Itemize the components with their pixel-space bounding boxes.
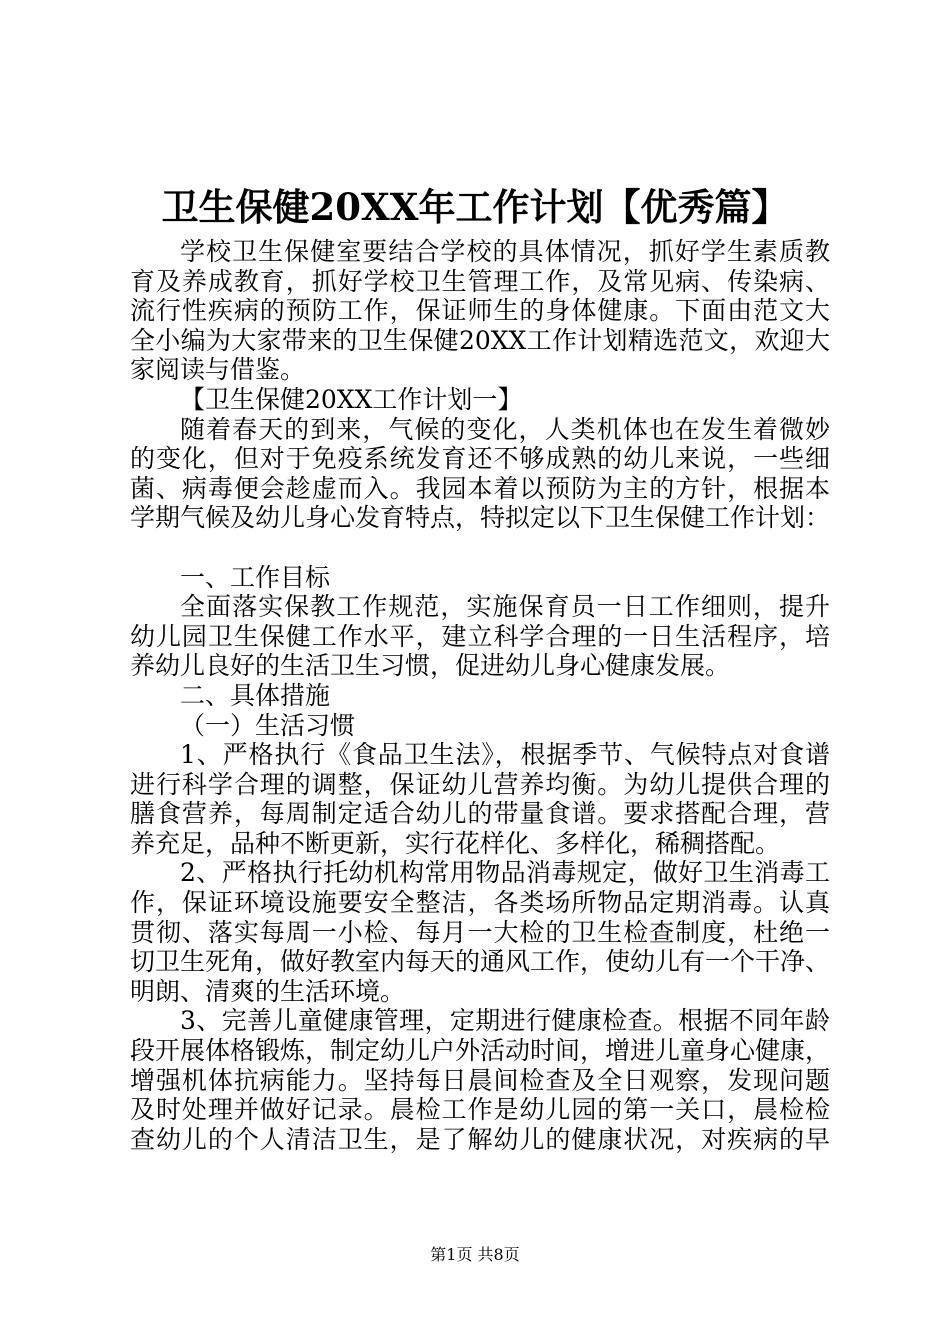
paragraph-line: 学校卫生保健室要结合学校的具体情况，抓好学生素质教 (180, 237, 830, 266)
paragraph-line: 育及养成教育，抓好学校卫生管理工作，及常见病、传染病、 (130, 266, 830, 296)
paragraph-line: 学期气候及幼儿身心发育特点，特拟定以下卫生保健工作计划： (130, 503, 831, 533)
paragraph-line (130, 533, 830, 563)
paragraph-line: 养幼儿良好的生活卫生习惯，促进幼儿身心健康发展。 (130, 651, 731, 681)
paragraph-line: 的变化，但对于免疫系统发育还不够成熟的幼儿来说，一些细 (130, 444, 830, 474)
paragraph-line: （一）生活习惯 (180, 710, 356, 740)
paragraph-line: 作，保证环境设施要安全整洁，各类场所物品定期消毒。认真 (130, 888, 830, 918)
paragraph-line: 【卫生保健20XX工作计划一】 (180, 384, 523, 414)
paragraph-line: 增强机体抗病能力。坚持每日晨间检查及全日观察，发现问题 (130, 1065, 830, 1095)
paragraph-line: 明朗、清爽的生活环境。 (130, 976, 406, 1006)
paragraph-line: 全面落实保教工作规范，实施保育员一日工作细则，提升 (180, 592, 830, 622)
paragraph-line: 切卫生死角，做好教室内每天的通风工作，使幼儿有一个干净、 (130, 947, 831, 977)
paragraph-line: 段开展体格锻炼，制定幼儿户外活动时间，增进儿童身心健康， (130, 1036, 831, 1066)
paragraph-line: 贯彻、落实每周一小检、每月一大检的卫生检查制度，杜绝一 (130, 917, 830, 947)
document-body (130, 237, 830, 1154)
paragraph-line: 二、具体措施 (180, 680, 331, 710)
paragraph-line: 查幼儿的个人清洁卫生，是了解幼儿的健康状况，对疾病的早 (130, 1124, 830, 1154)
paragraph-line: 3、完善儿童健康管理，定期进行健康检查。根据不同年龄 (180, 1006, 830, 1036)
paragraph-line: 流行性疾病的预防工作，保证师生的身体健康。下面由范文大 (130, 296, 830, 326)
paragraph-line: 养充足，品种不断更新，实行花样化、多样化，稀稠搭配。 (130, 828, 781, 858)
paragraph-line: 随着春天的到来，气候的变化，人类机体也在发生着微妙 (180, 414, 830, 444)
paragraph-line: 2、严格执行托幼机构常用物品消毒规定，做好卫生消毒工 (180, 858, 830, 888)
paragraph-line: 家阅读与借鉴。 (130, 355, 306, 385)
paragraph-line: 菌、病毒便会趁虚而入。我园本着以预防为主的方针，根据本 (130, 473, 830, 503)
paragraph-line: 1、严格执行《食品卫生法》，根据季节、气候特点对食谱 (180, 740, 830, 770)
paragraph-line: 及时处理并做好记录。晨检工作是幼儿园的第一关口，晨检检 (130, 1095, 830, 1125)
paragraph-line: 全小编为大家带来的卫生保健20XX工作计划精选范文，欢迎大 (130, 325, 830, 355)
paragraph-line: 一、工作目标 (180, 562, 331, 592)
page-number-footer: 第1页 共8页 (430, 1245, 520, 1264)
page-title: 卫生保健20XX年工作计划【优秀篇】 (161, 185, 789, 229)
paragraph-line: 幼儿园卫生保健工作水平，建立科学合理的一日生活程序，培 (130, 621, 830, 651)
paragraph-line: 进行科学合理的调整，保证幼儿营养均衡。为幼儿提供合理的 (130, 769, 830, 799)
paragraph-line: 膳食营养，每周制定适合幼儿的带量食谱。要求搭配合理，营 (130, 799, 830, 829)
